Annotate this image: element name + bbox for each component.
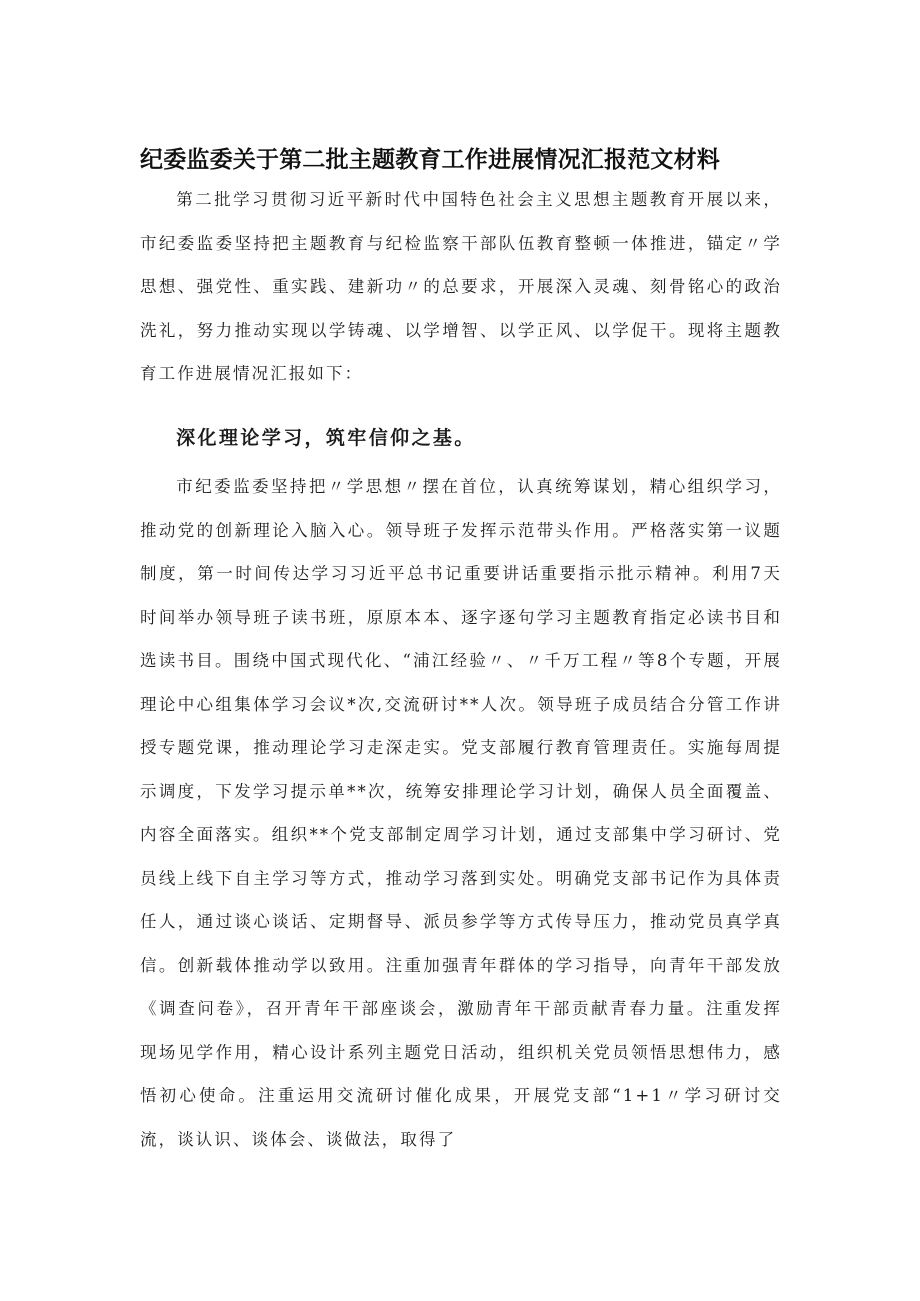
intro-paragraph: 第二批学习贯彻习近平新时代中国特色社会主义思想主题教育开展以来，市纪委监委坚持把主题教育与纪检监察干部队伍教育整顿一体推进，锚定〃学思想、强党性、重实践、建新功〃的总要求，开展深入灵魂、刻骨铭心的政治洗礼，努力推动实现以学铸魂、以学增智、以学正风、以学促干。现将主题教育工作进展情况汇报如下： (140, 190, 782, 383)
section-body-paragraph: 市纪委监委坚持把〃学思想〃摆在首位，认真统筹谋划，精心组织学习，推动党的创新理论入脑入心。领导班子发挥示范带头作用。严格落实第一议题制度，第一时间传达学习习近平总书记重要讲话重要指示批示精神。利用7天时间举办领导班子读书班，原原本本、逐字逐句学习主题教育指定必读书目和选读书目。围绕中国式现代化、“浦江经验〃、〃千万工程〃等8个专题，开展理论中心组集体学习会议*次,交流研讨**人次。领导班子成员结合分管工作讲授专题党课，推动理论学习走深走实。党支部履行教育管理责任。实施每周提示调度，下发学习提示单**次，统筹安排理论学习计划，确保人员全面覆盖、内容全面落实。组织**个党支部制定周学习计划，通过支部集中学习研讨、党员线上线下自主学习等方式，推动学习落到实处。明确党支部书记作为具体责任人，通过谈心谈话、定期督导、派员参学等方式传导压力，推动党员真学真信。创新载体推动学以致用。注重加强青年群体的学习指导，向青年干部发放《调查问卷》，召开青年干部座谈会，激励青年干部贡献青春力量。注重发挥现场见学作用，精心设计系列主题党日活动，组织机关党员领悟思想伟力，感悟初心使命。注重运用交流研讨催化成果，开展党支部“1+1〃学习研讨交流，谈认识、谈体会、谈做法，取得了 (140, 477, 782, 1149)
document-title: 纪委监委关于第二批主题教育工作进展情况汇报范文材料 (140, 147, 720, 174)
section-heading: 深化理论学习，筑牢信仰之基。 (176, 427, 476, 449)
